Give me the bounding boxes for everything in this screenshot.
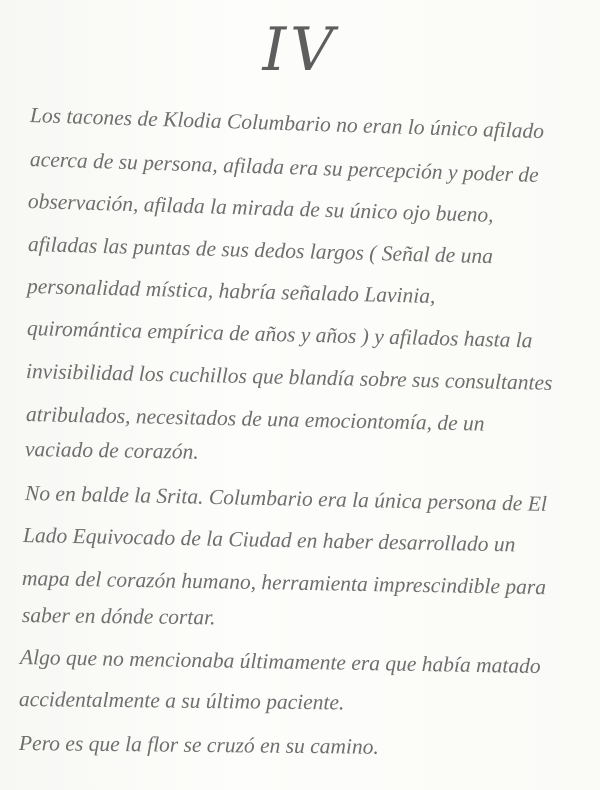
text-line: Lado Equivocado de la Ciudad en haber desarrollado un (22, 523, 516, 557)
text-line: observación, afilada la mirada de su único ojo bueno, (27, 189, 494, 227)
text-line: Algo que no mencionaba últimamente era que había matado (19, 645, 541, 679)
text-line: quiromántica empírica de años y años ) y afilados hasta la (26, 316, 533, 353)
text-line: mapa del corazón humano, herramienta imprescindible para (21, 566, 547, 600)
text-line: acerca de su persona, afilada era su percepción y poder de (29, 147, 540, 187)
chapter-heading: IV (262, 15, 338, 85)
text-line: Pero es que la flor se cruzó en su camino. (18, 731, 379, 759)
text-line: invisibilidad los cuchillos que blandía sobre sus consultantes (25, 359, 553, 395)
text-line: accidentalmente a su último paciente. (18, 687, 345, 715)
text-line: No en balde la Srita. Columbario era la única persona de El (24, 481, 548, 516)
text-line: personalidad mística, habría señalado Lavinia, (26, 274, 436, 308)
text-line: afiladas las puntas de sus dedos largos ( Señal de una (27, 232, 494, 269)
text-line: vaciado de corazón. (24, 437, 199, 464)
text-line: saber en dónde cortar. (21, 603, 216, 630)
text-line: atribulados, necesitados de una emociontomía, de un (25, 402, 485, 436)
text-line: Los tacones de Klodia Columbario no eran lo único afilado (29, 103, 545, 144)
